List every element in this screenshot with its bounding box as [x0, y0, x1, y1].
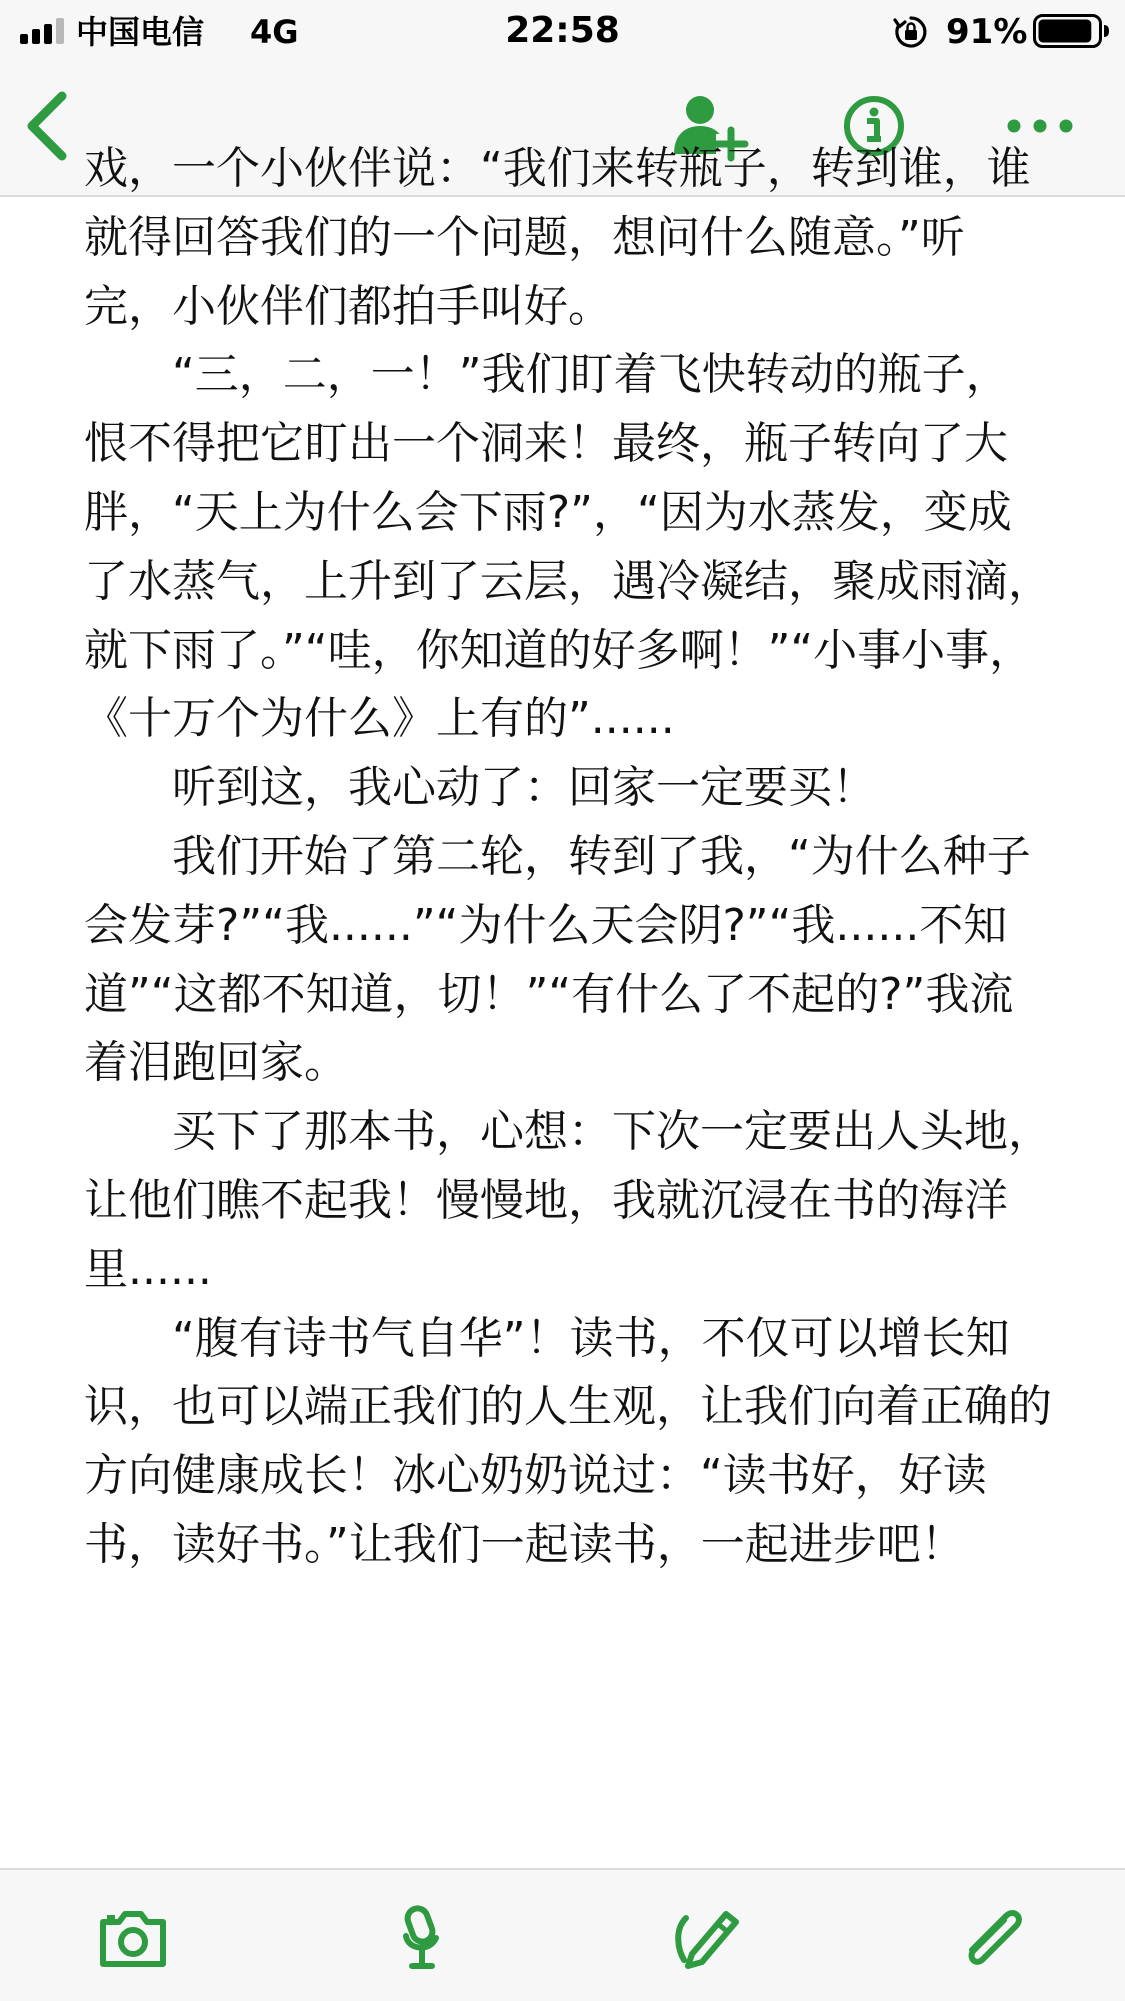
paragraph: “腹有诗书气自华”！读书，不仅可以增长知识，也可以端正我们的人生观，让我们向着正确的方向健康成长！冰心奶奶说过：“读书好，好读书，读好书。”让我们一起读书，一起进步吧！ — [84, 1312, 1052, 1570]
battery-icon — [1033, 14, 1111, 48]
microphone-icon — [386, 1906, 458, 1970]
back-chevron-icon — [18, 86, 78, 166]
carrier-name: 中国电信 — [76, 13, 205, 51]
note-body[interactable] — [84, 135, 1052, 1580]
battery-percentage: 91% — [946, 12, 1028, 52]
camera-button[interactable] — [97, 1906, 169, 1970]
back-button[interactable] — [18, 86, 78, 166]
handwriting-pen-icon — [670, 1906, 742, 1970]
orientation-lock-icon — [893, 14, 929, 50]
paragraph: “三，二，一！”我们盯着飞快转动的瓶子，恨不得把它盯出一个洞来！最终，瓶子转向了大胖，“天上为什么会下雨?”，“因为水蒸发，变成了水蒸气，上升到了云层，遇冷凝结，聚成雨滴，就下雨了。”“哇，你知道的好多啊！”“小事小事，《十万个为什么》上有的”...... — [84, 349, 1052, 745]
paragraph: 听到这，我心动了：回家一定要买！ — [172, 762, 876, 814]
network-type: 4G — [250, 13, 299, 51]
note-content[interactable] — [0, 143, 1125, 1868]
handwriting-button[interactable] — [670, 1906, 742, 1970]
paragraph: 买下了那本书，心想：下次一定要出人头地，让他们瞧不起我！慢慢地，我就沉浸在书的海洋里...... — [84, 1106, 1052, 1295]
bottom-toolbar — [0, 1868, 1125, 2001]
voice-input-button[interactable] — [386, 1906, 458, 1970]
attachment-button[interactable] — [958, 1906, 1030, 1970]
battery-level-fill — [1039, 20, 1092, 43]
paperclip-icon — [958, 1906, 1030, 1970]
paragraph: 戏，一个小伙伴说：“我们来转瓶子，转到谁，谁就得回答我们的一个问题，想问什么随意。”听完，小伙伴们都拍手叫好。 — [84, 143, 1031, 332]
camera-icon — [97, 1906, 169, 1970]
paragraph: 我们开始了第二轮，转到了我，“为什么种子会发芽?”“我......”“为什么天会阴?”“我......不知道”“这都不知道，切！”“有什么了不起的?”我流着泪跑回家。 — [84, 830, 1031, 1089]
status-bar — [0, 0, 1125, 62]
status-time: 22:58 — [505, 10, 620, 51]
